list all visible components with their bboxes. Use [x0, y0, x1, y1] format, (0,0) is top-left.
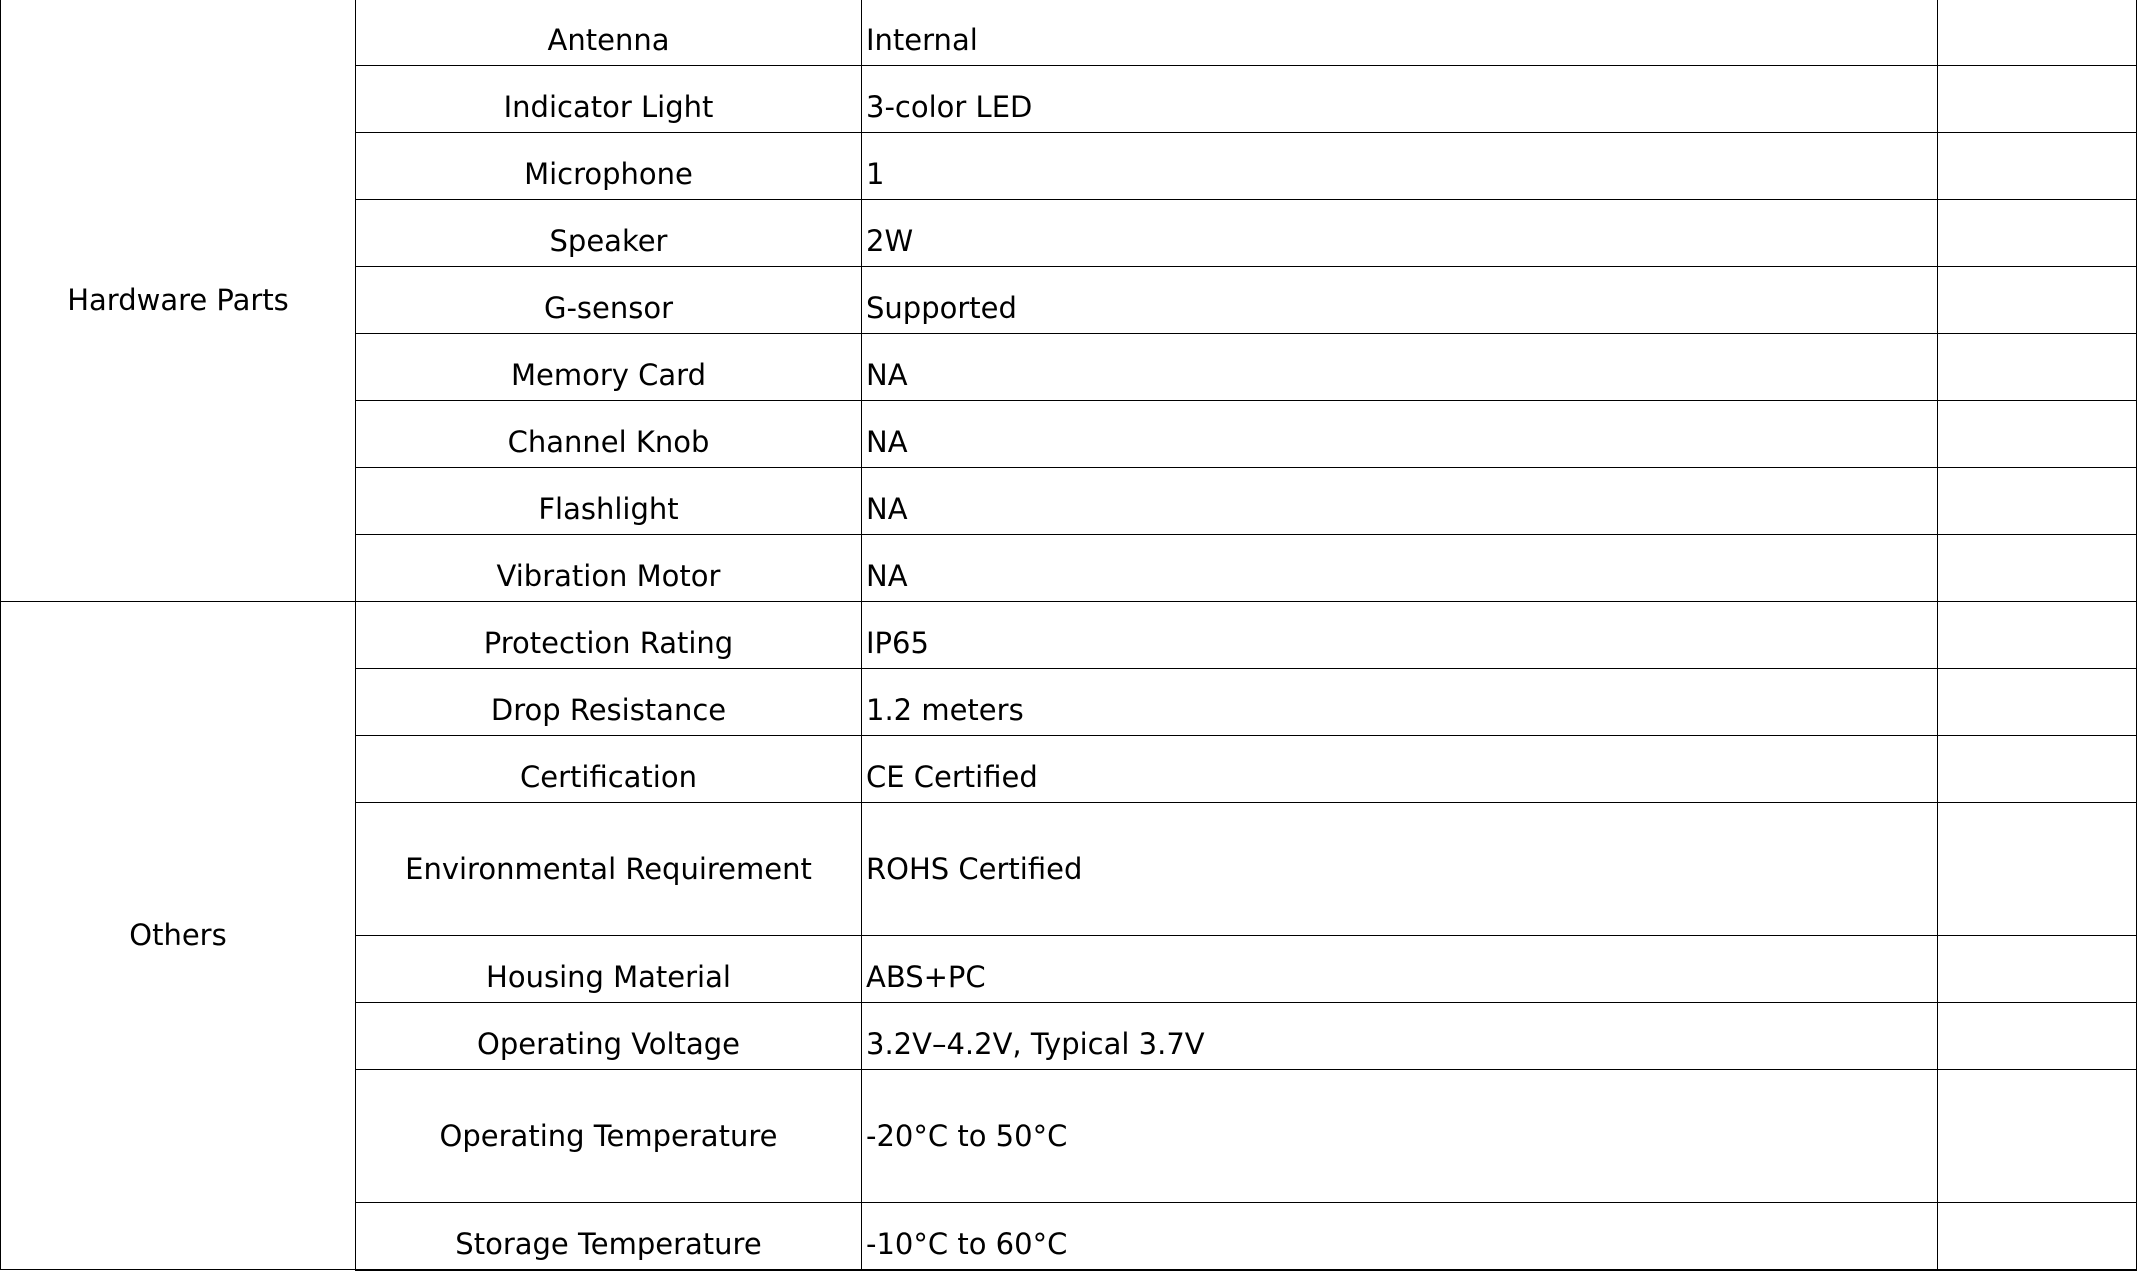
- spec-value-operating-temperature: -20°C to 50°C: [862, 1070, 1938, 1203]
- empty-cell: [1938, 602, 2137, 669]
- spec-item-antenna: Antenna: [356, 0, 862, 66]
- spec-value-operating-voltage: 3.2V–4.2V, Typical 3.7V: [862, 1003, 1938, 1070]
- empty-cell: [1938, 936, 2137, 1003]
- empty-cell: [1938, 334, 2137, 401]
- empty-cell: [1938, 267, 2137, 334]
- empty-cell: [1938, 736, 2137, 803]
- spec-value-antenna: Internal: [862, 0, 1938, 66]
- spec-value-protection-rating: IP65: [862, 602, 1938, 669]
- spec-item-environmental-requirement: Environmental Requirement: [356, 803, 862, 936]
- group-label-others: Others: [1, 602, 356, 1270]
- spec-value-certification: CE Certified: [862, 736, 1938, 803]
- spec-value-storage-temperature: -10°C to 60°C: [862, 1203, 1938, 1270]
- spec-item-storage-temperature: Storage Temperature: [356, 1203, 862, 1270]
- spec-item-vibration-motor: Vibration Motor: [356, 535, 862, 602]
- spec-item-microphone: Microphone: [356, 133, 862, 200]
- table-row: [1, 602, 2137, 669]
- spec-item-g-sensor: G-sensor: [356, 267, 862, 334]
- spec-value-g-sensor: Supported: [862, 267, 1938, 334]
- spec-item-channel-knob: Channel Knob: [356, 401, 862, 468]
- empty-cell: [1938, 535, 2137, 602]
- spec-item-housing-material: Housing Material: [356, 936, 862, 1003]
- empty-cell: [1938, 1003, 2137, 1070]
- empty-cell: [1938, 1070, 2137, 1203]
- spec-item-operating-voltage: Operating Voltage: [356, 1003, 862, 1070]
- spec-item-speaker: Speaker: [356, 200, 862, 267]
- spec-item-flashlight: Flashlight: [356, 468, 862, 535]
- spec-value-channel-knob: NA: [862, 401, 1938, 468]
- spec-item-drop-resistance: Drop Resistance: [356, 669, 862, 736]
- spec-value-vibration-motor: NA: [862, 535, 1938, 602]
- spec-item-indicator-light: Indicator Light: [356, 66, 862, 133]
- spec-value-drop-resistance: 1.2 meters: [862, 669, 1938, 736]
- empty-cell: [1938, 0, 2137, 66]
- empty-cell: [1938, 669, 2137, 736]
- spec-item-certification: Certification: [356, 736, 862, 803]
- table-row: [1, 0, 2137, 66]
- empty-cell: [1938, 803, 2137, 936]
- empty-cell: [1938, 200, 2137, 267]
- spec-value-flashlight: NA: [862, 468, 1938, 535]
- spec-value-indicator-light: 3-color LED: [862, 66, 1938, 133]
- spec-value-microphone: 1: [862, 133, 1938, 200]
- empty-cell: [1938, 1203, 2137, 1270]
- empty-cell: [1938, 401, 2137, 468]
- spec-value-speaker: 2W: [862, 200, 1938, 267]
- group-label-hardware-parts: Hardware Parts: [1, 0, 356, 602]
- empty-cell: [1938, 133, 2137, 200]
- spec-item-operating-temperature: Operating Temperature: [356, 1070, 862, 1203]
- spec-value-housing-material: ABS+PC: [862, 936, 1938, 1003]
- spec-item-memory-card: Memory Card: [356, 334, 862, 401]
- spec-value-memory-card: NA: [862, 334, 1938, 401]
- spec-item-protection-rating: Protection Rating: [356, 602, 862, 669]
- empty-cell: [1938, 66, 2137, 133]
- empty-cell: [1938, 468, 2137, 535]
- spec-value-environmental-requirement: ROHS Certified: [862, 803, 1938, 936]
